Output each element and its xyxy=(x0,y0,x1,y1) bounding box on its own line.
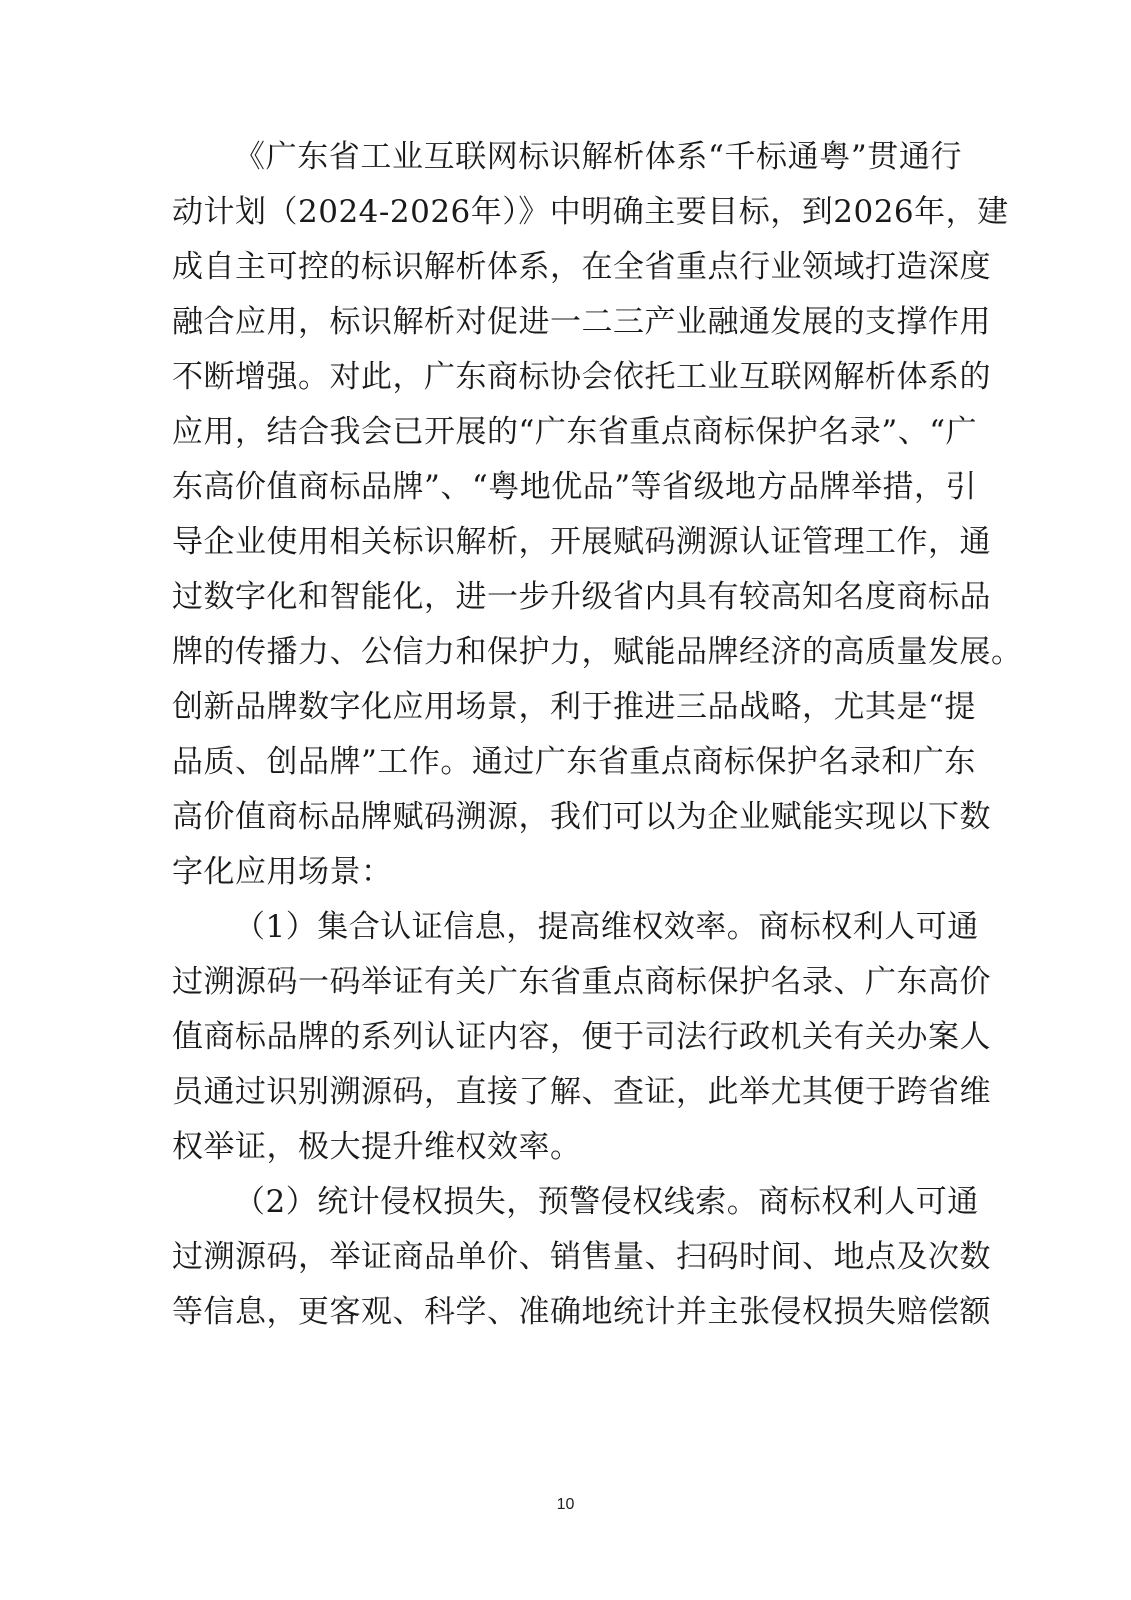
text-line: （1）集合认证信息，提高维权效率。商标权利人可通 xyxy=(234,909,979,945)
text-line: 动计划（2024-2026年）》中明确主要目标，到2026年，建 xyxy=(172,194,1009,230)
text-line: 过数字化和智能化，进一步升级省内具有较高知名度商标品 xyxy=(172,579,991,615)
body-text xyxy=(172,130,1023,1340)
text-line: （2）统计侵权损失，预警侵权线索。商标权利人可通 xyxy=(234,1184,979,1220)
text-line: 员通过识别溯源码，直接了解、查证，此举尤其便于跨省维 xyxy=(172,1074,991,1110)
text-line: 权举证，极大提升维权效率。 xyxy=(172,1129,582,1165)
text-line: 值商标品牌的系列认证内容，便于司法行政机关有关办案人 xyxy=(172,1019,991,1055)
text-line: 高价值商标品牌赋码溯源，我们可以为企业赋能实现以下数 xyxy=(172,799,991,835)
text-line: 《广东省工业互联网标识解析体系“千标通粤”贯通行 xyxy=(234,139,962,175)
page-number: 10 xyxy=(556,1496,575,1513)
text-line: 等信息，更客观、科学、准确地统计并主张侵权损失赔偿额 xyxy=(172,1294,991,1330)
text-line: 创新品牌数字化应用场景，利于推进三品战略，尤其是“提 xyxy=(172,689,976,725)
text-line: 融合应用，标识解析对促进一二三产业融通发展的支撑作用 xyxy=(172,304,991,340)
paragraph-item-1 xyxy=(172,900,991,1175)
text-line: 不断增强。对此，广东商标协会依托工业互联网解析体系的 xyxy=(172,359,991,395)
text-line: 品质、创品牌”工作。通过广东省重点商标保护名录和广东 xyxy=(172,744,976,780)
text-line: 字化应用场景： xyxy=(172,854,393,890)
text-line: 应用，结合我会已开展的“广东省重点商标保护名录”、“广 xyxy=(172,414,978,450)
paragraph-intro xyxy=(172,130,1023,900)
text-line: 过溯源码，举证商品单价、销售量、扫码时间、地点及次数 xyxy=(172,1239,991,1275)
paragraph-item-2 xyxy=(172,1175,991,1340)
text-line: 东高价值商标品牌”、“粤地优品”等省级地方品牌举措，引 xyxy=(172,469,978,505)
text-line: 牌的传播力、公信力和保护力，赋能品牌经济的高质量发展。 xyxy=(172,634,1023,670)
text-line: 过溯源码一码举证有关广东省重点商标保护名录、广东高价 xyxy=(172,964,991,1000)
text-line: 导企业使用相关标识解析，开展赋码溯源认证管理工作，通 xyxy=(172,524,991,560)
text-line: 成自主可控的标识解析体系，在全省重点行业领域打造深度 xyxy=(172,249,991,285)
